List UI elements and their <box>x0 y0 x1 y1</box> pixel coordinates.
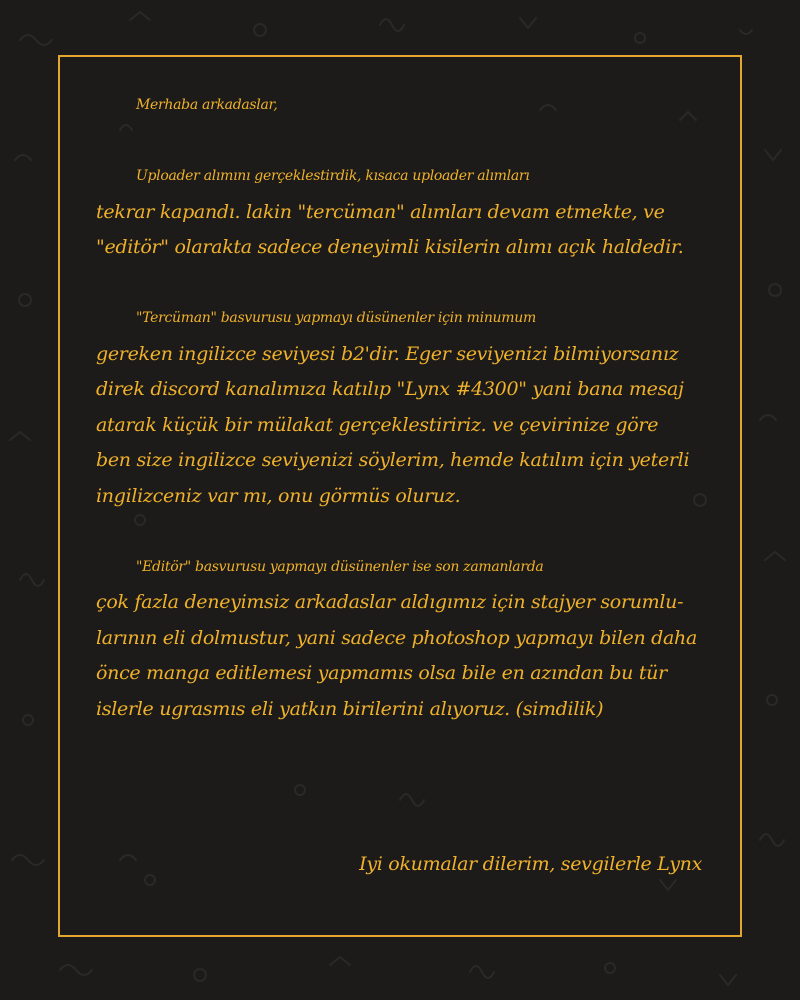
paragraph-line: tekrar kapandı. lakin "tercüman" alımları devam etmekte, ve <box>96 200 665 223</box>
paragraph-line: ben size ingilizce seviyenizi söylerim, hemde katılım için yeterli <box>96 449 690 471</box>
paragraph-line: gereken ingilizce seviyesi b2'dir. Eger seviyenizi bilmiyorsanız <box>96 342 679 365</box>
letter-greeting: Merhaba arkadaslar, <box>136 97 278 113</box>
paragraph-line: "Tercüman" basvurusu yapmayı düsünenler için minumum <box>136 310 536 326</box>
paragraph-editor <box>96 550 716 728</box>
letter-signature: Iyi okumalar dilerim, sevgilerle Lynx <box>359 853 702 875</box>
paragraph-uploader <box>96 159 716 266</box>
paragraph-line: Uploader alımını gerçeklestirdik, kısaca uploader alımları <box>136 168 530 184</box>
paragraph-line: larının eli dolmustur, yani sadece photoshop yapmayı bilen daha <box>96 626 697 649</box>
paragraph-line: "Editör" basvurusu yapmayı düsünenler ise son zamanlarda <box>136 558 544 575</box>
paragraph-line: "editör" olarakta sadece deneyimli kisilerin alımı açık haldedir. <box>96 236 684 258</box>
paragraph-translator <box>96 301 716 514</box>
paragraph-line: direk discord kanalımıza katılıp "Lynx #4300" yani bana mesaj <box>96 378 684 400</box>
paragraph-line: atarak küçük bir mülakat gerçeklestiririz. ve çevirinize göre <box>96 413 659 436</box>
paragraph-line: islerle ugrasmıs eli yatkın birilerini alıyoruz. (simdilik) <box>96 697 604 720</box>
letter-body <box>96 88 716 727</box>
paragraph-line: çok fazla deneyimsiz arkadaslar aldıgımız için stajyer sorumlu- <box>96 591 684 613</box>
paragraph-line: ingilizceniz var mı, onu görmüs oluruz. <box>96 484 461 507</box>
paragraph-line: önce manga editlemesi yapmamıs olsa bile en azından bu tür <box>96 662 667 684</box>
